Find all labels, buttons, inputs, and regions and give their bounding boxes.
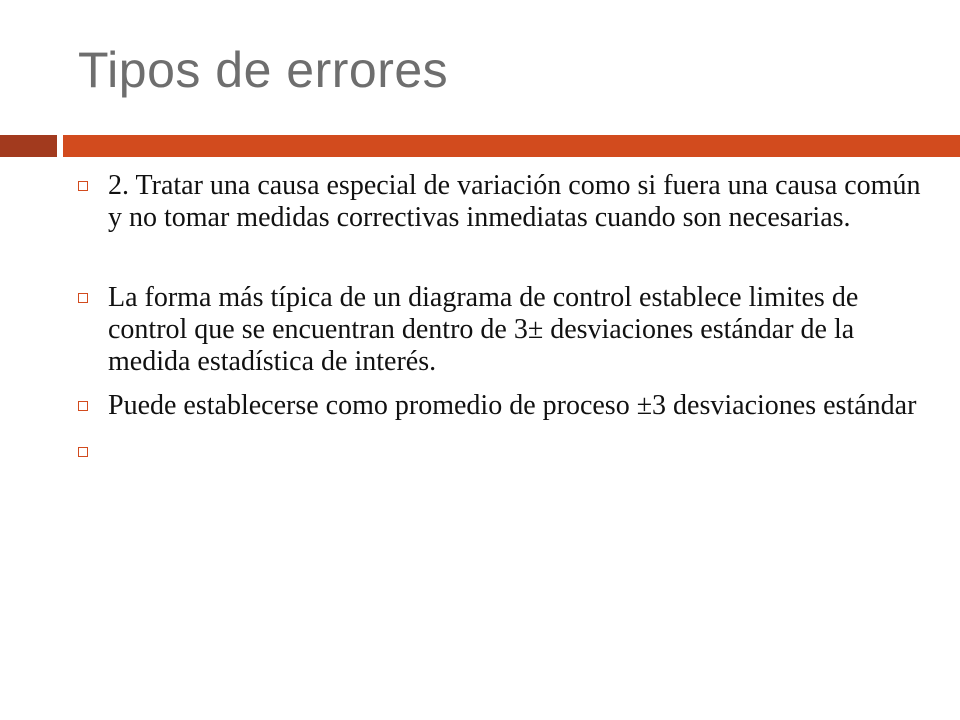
bullet-item [76,436,926,468]
bullet-item [76,390,926,422]
bullet-text: Puede establecerse como promedio de proceso ±3 desviaciones estándar [108,390,917,421]
square-bullet-icon [78,181,88,191]
bullet-item [76,170,926,234]
title-rule-left [0,135,57,157]
square-bullet-icon [78,447,88,457]
square-bullet-icon [78,401,88,411]
slide-title: Tipos de errores [78,42,449,98]
bullet-item [76,282,926,378]
square-bullet-icon [78,293,88,303]
bullet-text: La forma más típica de un diagrama de control establece limites de control que se encuentran dentro de 3± desviaciones estándar de la medida estadística de interés. [108,282,859,377]
bullet-list [76,170,926,468]
title-rule-right [63,135,960,157]
bullet-text: 2. Tratar una causa especial de variación como si fuera una causa común y no tomar medidas correctivas inmediatas cuando son necesarias. [108,170,921,233]
